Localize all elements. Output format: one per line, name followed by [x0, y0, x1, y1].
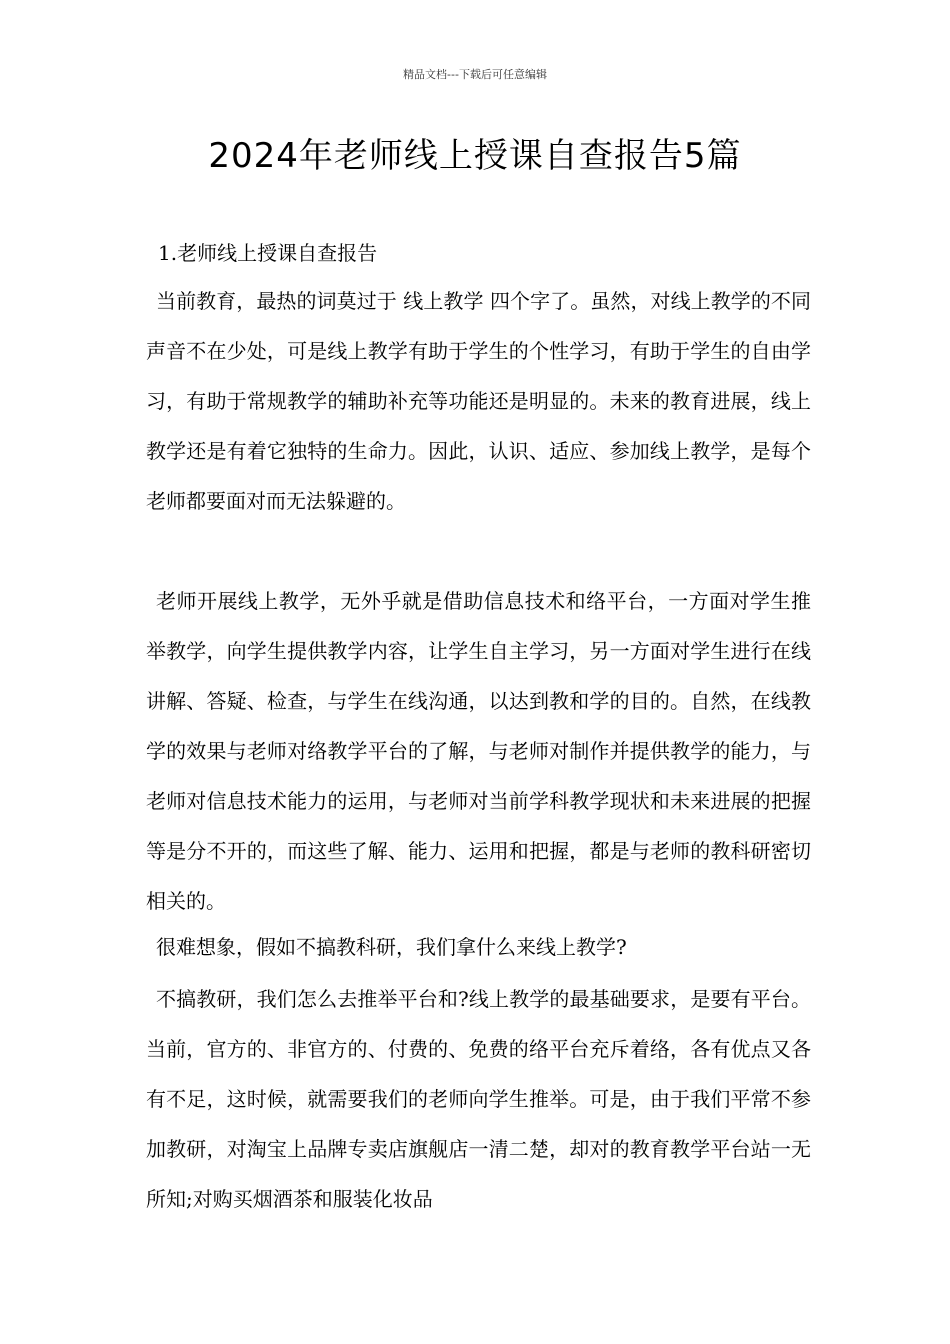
section-heading: 1.老师线上授课自查报告 — [158, 241, 378, 265]
paragraph-1: 当前教育，最热的词莫过于 线上教学 四个字了。虽然，对线上教学的不同声音不在少处，可是线上教学有助于学生的个性学习，有助于学生的自由学习，有助于常规教学的辅助补充等功能还是明显的。未来的教育进展，线上教学还是有着它独特的生命力。因此，认识、适应、参加线上教学，是每个老师都要面对而无法躲避的。 — [146, 289, 811, 513]
document-title: 2024年老师线上授课自查报告5篇 — [208, 136, 742, 176]
document-header-note: 精品文档---下载后可任意编辑 — [403, 68, 547, 81]
paragraph-2: 老师开展线上教学，无外乎就是借助信息技术和络平台，一方面对学生推举教学，向学生提供教学内容，让学生自主学习，另一方面对学生进行在线讲解、答疑、检查，与学生在线沟通，以达到教和学的目的。自然，在线教学的效果与老师对络教学平台的了解，与老师对制作并提供教学的能力，与老师对信息技术能力的运用，与老师对当前学科教学现状和未来进展的把握等是分不开的，而这些了解、能力、运用和把握，都是与老师的教科研密切相关的。 — [146, 589, 811, 913]
paragraph-3: 很难想象，假如不搞教科研，我们拿什么来线上教学? — [156, 935, 627, 959]
paragraph-4: 不搞教研，我们怎么去推举平台和?线上教学的最基础要求，是要有平台。当前，官方的、非官方的、付费的、免费的络平台充斥着络，各有优点又各有不足，这时候，就需要我们的老师向学生推举。可是，由于我们平常不参加教研，对淘宝上品牌专卖店旗舰店一清二楚，却对的教育教学平台站一无所知;对购买烟酒茶和服装化妆品 — [146, 987, 811, 1211]
